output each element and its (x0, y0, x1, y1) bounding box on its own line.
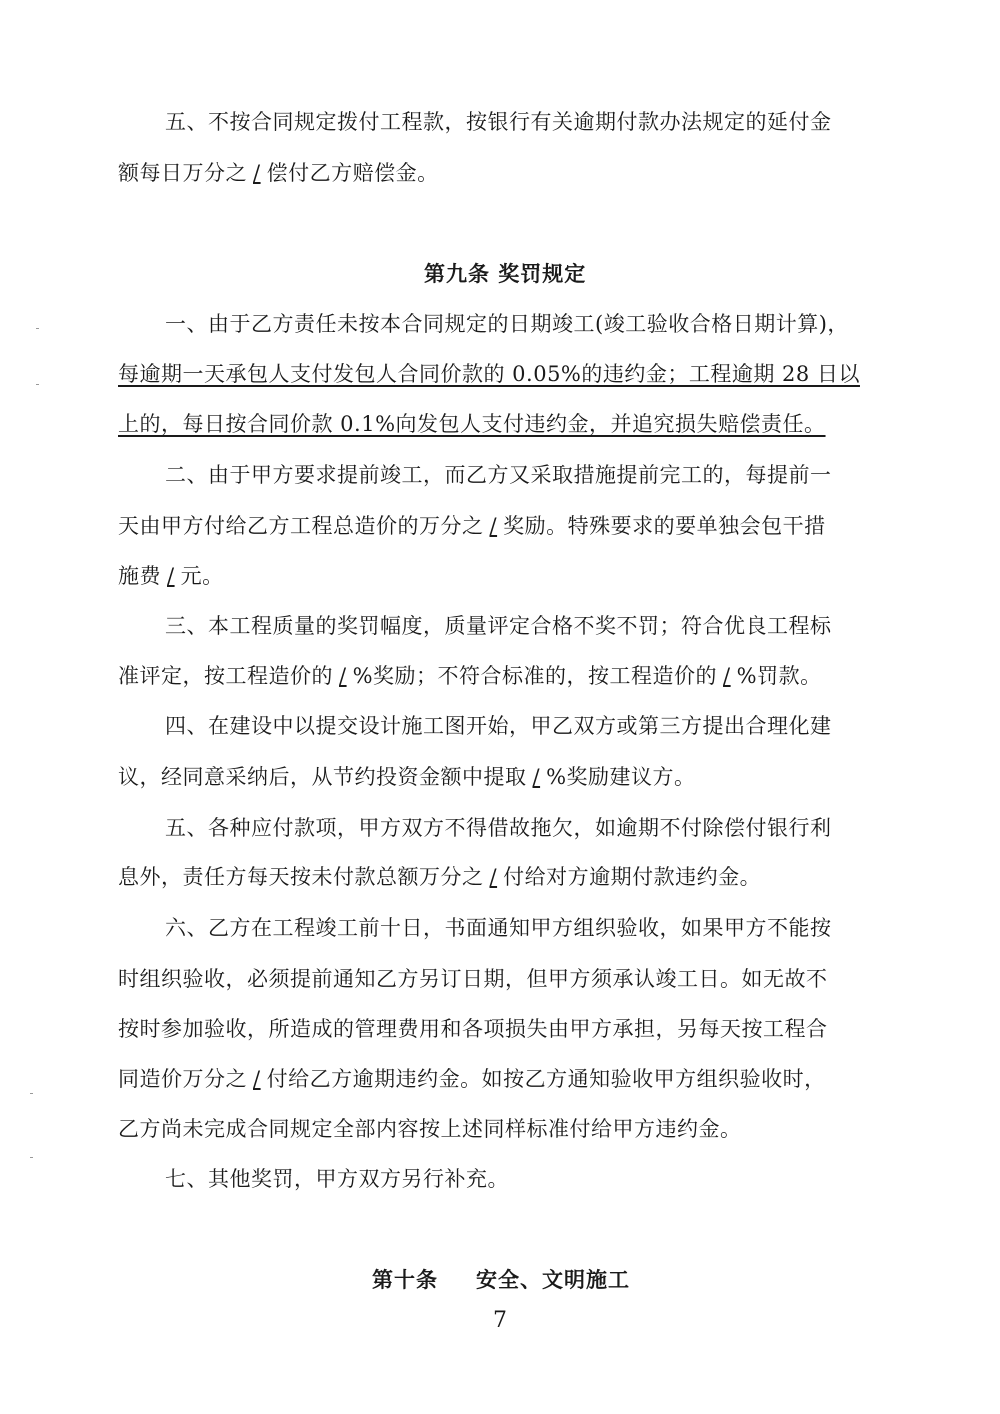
paragraph-line: 乙方尚未完成合同规定全部内容按上述同样标准付给甲方违约金。 (118, 1117, 742, 1141)
paragraph-line: 议，经同意采纳后，从节约投资金额中提取 / %奖励建议方。 (118, 765, 696, 789)
paragraph-line: 五、各种应付款项，甲方双方不得借故拖欠，如逾期不付除偿付银行利 (165, 816, 832, 840)
paragraph-line: 按时参加验收，所造成的管理费用和各项损失由甲方承担，另每天按工程合 (118, 1017, 828, 1041)
fill-in-blank: / (253, 1067, 261, 1091)
paragraph-line: 天由甲方付给乙方工程总造价的万分之 / 奖励。特殊要求的要单独会包干措 (118, 514, 826, 538)
paragraph-line: 二、由于甲方要求提前竣工，而乙方又采取措施提前完工的，每提前一 (165, 463, 832, 487)
page-number: 7 (493, 1308, 507, 1333)
scan-speck (36, 384, 39, 385)
paragraph-line: 七、其他奖罚，甲方双方另行补充。 (165, 1167, 509, 1191)
paragraph-line: 三、本工程质量的奖罚幅度，质量评定合格不奖不罚；符合优良工程标 (165, 614, 832, 638)
fill-in-blank: / (723, 664, 731, 688)
paragraph-line: 四、在建设中以提交设计施工图开始，甲乙双方或第三方提出合理化建 (165, 714, 832, 738)
paragraph-line: 准评定，按工程造价的 / %奖励；不符合标准的，按工程造价的 / %罚款。 (118, 664, 822, 688)
paragraph-line: 六、乙方在工程竣工前十日，书面通知甲方组织验收，如果甲方不能按 (165, 916, 832, 940)
paragraph-line: 时组织验收，必须提前通知乙方另订日期，但甲方须承认竣工日。如无故不 (118, 967, 828, 991)
fill-in-blank: / (489, 865, 498, 889)
fill-in-blank: / (253, 161, 261, 185)
paragraph-line: 额每日万分之 / 偿付乙方赔偿金。 (118, 161, 439, 185)
underlined-clause: 每逾期一天承包人支付发包人合同价款的 0.05%的违约金；工程逾期 28 日以 (118, 362, 860, 386)
fill-in-blank: / (532, 765, 541, 789)
scan-speck (30, 1157, 33, 1158)
fill-in-blank: / (167, 564, 175, 588)
paragraph-line: 五、不按合同规定拨付工程款，按银行有关逾期付款办法规定的延付金 (165, 110, 832, 134)
article-10-heading: 第十条 安全、文明施工 (372, 1267, 630, 1292)
fill-in-blank: / (339, 664, 347, 688)
paragraph-line: 一、由于乙方责任未按本合同规定的日期竣工(竣工验收合格日期计算)， (165, 312, 849, 336)
article-9-heading: 第九条 奖罚规定 (424, 261, 587, 286)
paragraph-line: 息外，责任方每天按未付款总额万分之 / 付给对方逾期付款违约金。 (118, 865, 762, 889)
paragraph-line: 同造价万分之 / 付给乙方逾期违约金。如按乙方通知验收甲方组织验收时， (118, 1067, 826, 1091)
fill-in-blank: / (489, 514, 498, 538)
underlined-clause: 上的，每日按合同价款 0.1%向发包人支付违约金，并追究损失赔偿责任。 (118, 412, 826, 436)
scan-speck (30, 1093, 33, 1094)
paragraph-line: 施费 / 元。 (118, 564, 224, 588)
scan-speck (36, 328, 39, 329)
